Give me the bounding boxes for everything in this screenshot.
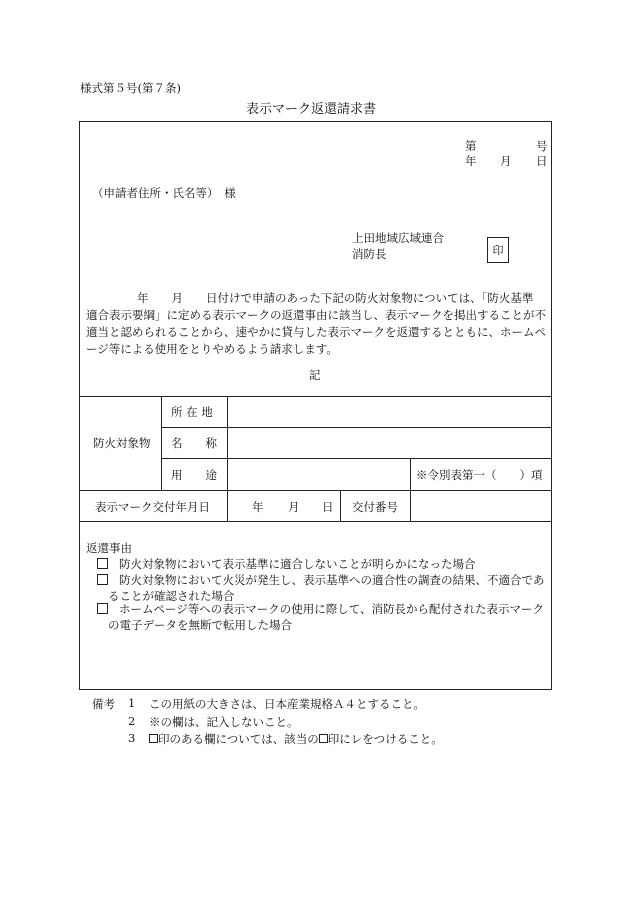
notes-label: 備考 xyxy=(92,697,115,711)
reason-checkbox[interactable] xyxy=(97,574,108,585)
reason-item xyxy=(97,602,108,616)
checkbox-symbol-icon xyxy=(149,734,158,743)
reason-text-cont: ることが確認された場合 xyxy=(108,589,235,603)
issue-number-label: 交付番号 xyxy=(352,500,398,514)
note-3-part-a: 印のある欄については、該当の xyxy=(158,732,319,746)
use-category-note: ※令別表第一（ ）項 xyxy=(416,468,543,482)
issuer-title: 消防長 xyxy=(352,247,387,261)
doc-number-suffix: 号 xyxy=(536,139,548,153)
note-2-number: 2 xyxy=(128,714,136,728)
reasons-heading: 返還事由 xyxy=(86,541,132,555)
issue-day: 日 xyxy=(322,500,334,514)
table-rule-1 xyxy=(161,427,552,428)
reason-text: 防火対象物において火災が発生し、表示基準への適合性の調査の結果、不適合であ xyxy=(119,573,545,587)
date-month: 月 xyxy=(500,154,512,168)
ki-heading: 記 xyxy=(309,368,321,382)
table-rule-4 xyxy=(79,521,552,522)
table-col-3 xyxy=(340,490,341,521)
checkbox-symbol-icon xyxy=(319,734,328,743)
table-label-location: 所 在 地 xyxy=(171,405,213,419)
date-day: 日 xyxy=(536,154,548,168)
body-line-2: 適合表示要綱」に定める表示マークの返還事由に該当し、表示マークを掲出することが不 xyxy=(86,308,546,322)
reason-item xyxy=(97,557,108,571)
body-line-3: 適当と認められることから、速やかに貸与した表示マークを返還するとともに、ホームペ xyxy=(86,325,546,339)
form-number: 様式第５号(第７条) xyxy=(80,81,181,95)
table-rule-2 xyxy=(161,458,552,459)
reason-text: ホームページ等への表示マークの使用に際して、消防長から配付された表示マーク xyxy=(119,602,545,616)
table-col-4 xyxy=(410,458,411,521)
seal-mark: 印 xyxy=(487,237,509,263)
issue-month: 月 xyxy=(288,500,300,514)
table-col-2 xyxy=(227,396,228,521)
issue-year: 年 xyxy=(252,500,264,514)
note-2: ※の欄は、記入しないこと。 xyxy=(149,715,299,729)
doc-number-prefix: 第 xyxy=(465,139,477,153)
note-3-part-b: 印にレをつけること。 xyxy=(327,732,443,746)
reason-text-cont: の電子データを無断で転用した場合 xyxy=(108,618,292,632)
note-1-number: 1 xyxy=(128,696,136,710)
note-3-number: 3 xyxy=(128,731,136,745)
reason-checkbox[interactable] xyxy=(97,603,108,614)
body-line-1: 年 月 日付けで申請のあった下記の防火対象物については、「防火基準 xyxy=(137,291,534,305)
table-label-use: 用 途 xyxy=(171,468,217,482)
issuer-org: 上田地域広域連合 xyxy=(352,231,444,245)
note-1: この用紙の大きさは、日本産業規格Ａ４とすること。 xyxy=(149,697,425,711)
table-col-1 xyxy=(161,396,162,490)
issue-date-label: 表示マーク交付年月日 xyxy=(95,500,210,514)
table-rule-3 xyxy=(79,490,552,491)
table-group-label: 防火対象物 xyxy=(93,436,151,450)
date-year: 年 xyxy=(465,154,477,168)
addressee: （申請者住所・氏名等） 様 xyxy=(92,186,236,200)
note-3 xyxy=(149,731,443,747)
reason-text: 防火対象物において表示基準に適合しないことが明らかになった場合 xyxy=(119,557,476,571)
table-rule-top xyxy=(79,396,552,397)
table-label-name: 名 称 xyxy=(171,436,217,450)
document-title: 表示マーク返還請求書 xyxy=(246,102,377,117)
reason-checkbox[interactable] xyxy=(97,558,108,569)
reason-item xyxy=(97,573,108,587)
body-line-4: ージ等による使用をとりやめるよう請求します。 xyxy=(86,342,338,356)
